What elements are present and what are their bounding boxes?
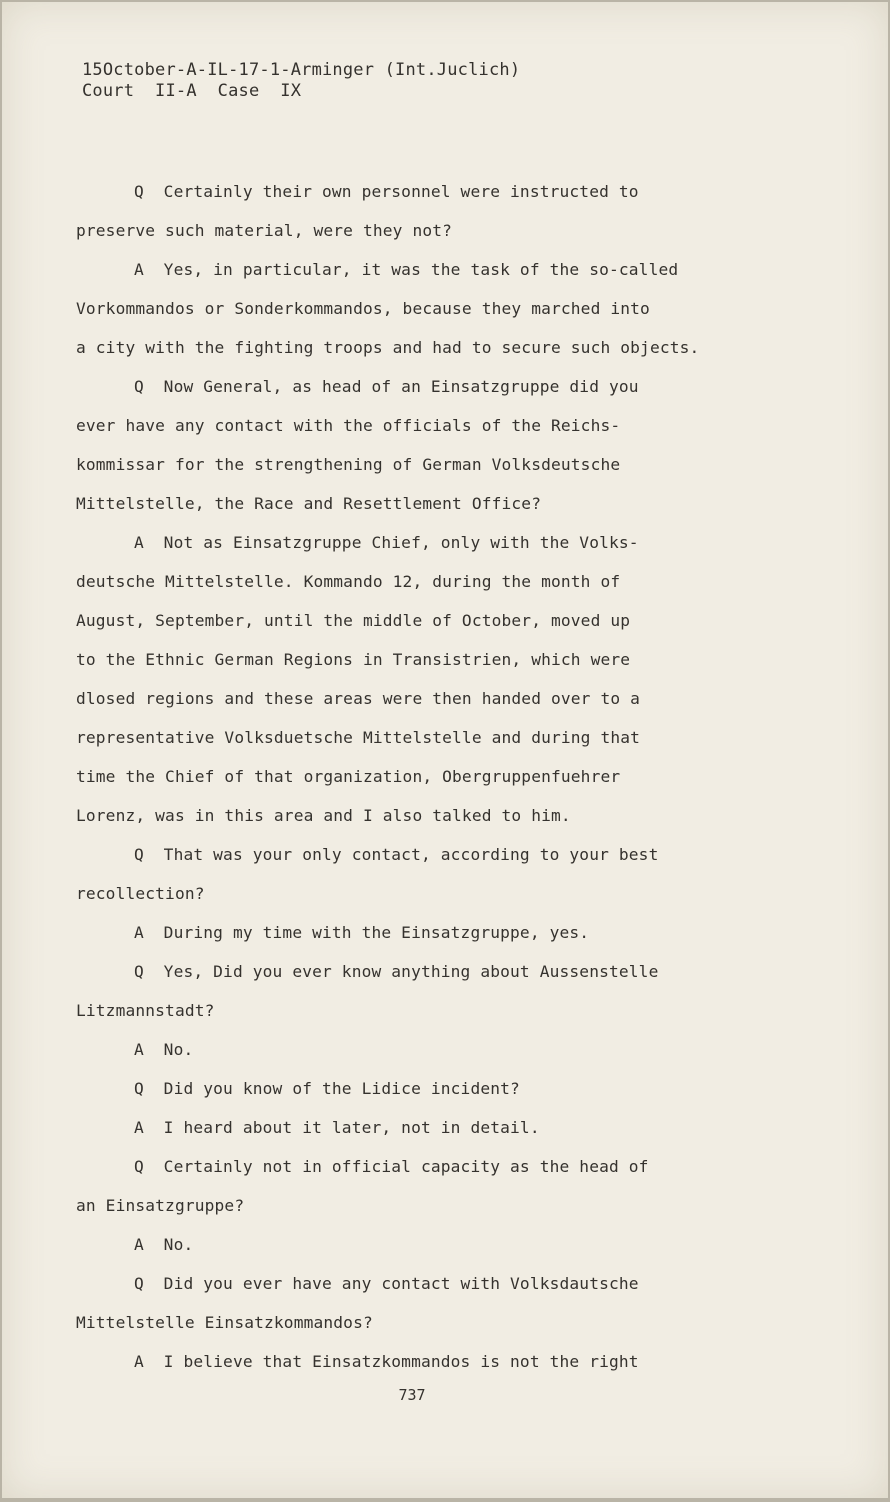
header-line-court-case: Court II-A Case IX [82, 81, 302, 101]
transcript-line: ever have any contact with the officials of the Reichs- [76, 416, 621, 435]
transcript-line: kommissar for the strengthening of German Volksdeutsche [76, 455, 621, 474]
transcript-line: Q Yes, Did you ever know anything about Aussenstelle [134, 962, 659, 981]
transcript-line: Litzmannstadt? [76, 1001, 215, 1020]
transcript-line: time the Chief of that organization, Obergruppenfuehrer [76, 767, 621, 786]
transcript-line: Mittelstelle Einsatzkommandos? [76, 1313, 373, 1332]
header-line-file-reference: 15October-A-IL-17-1-Arminger (Int.Juclich) [82, 60, 521, 80]
page-number: 737 [398, 1386, 426, 1404]
transcript-line: A I believe that Einsatzkommandos is not the right [134, 1352, 639, 1371]
transcript-line: Q That was your only contact, according to your best [134, 845, 659, 864]
document-header [82, 60, 520, 102]
transcript-line: to the Ethnic German Regions in Transistrien, which were [76, 650, 631, 669]
transcript-line: A No. [134, 1235, 194, 1254]
transcript-body [76, 172, 816, 1381]
transcript-line: Mittelstelle, the Race and Resettlement Office? [76, 494, 542, 513]
transcript-line: deutsche Mittelstelle. Kommando 12, during the month of [76, 572, 621, 591]
transcript-line: A During my time with the Einsatzgruppe, yes. [134, 923, 590, 942]
transcript-line: an Einsatzgruppe? [76, 1196, 245, 1215]
transcript-line: Q Did you ever have any contact with Volksdautsche [134, 1274, 639, 1293]
transcript-line: recollection? [76, 884, 205, 903]
transcript-line: Q Now General, as head of an Einsatzgruppe did you [134, 377, 639, 396]
document-page [2, 2, 888, 1498]
transcript-line: Vorkommandos or Sonderkommandos, because they marched into [76, 299, 650, 318]
transcript-line: representative Volksduetsche Mittelstelle and during that [76, 728, 641, 747]
transcript-line: a city with the fighting troops and had to secure such objects. [76, 338, 700, 357]
transcript-line: A Not as Einsatzgruppe Chief, only with the Volks- [134, 533, 639, 552]
transcript-line: Q Certainly their own personnel were instructed to [134, 182, 639, 201]
transcript-line: preserve such material, were they not? [76, 221, 453, 240]
transcript-line: Lorenz, was in this area and I also talked to him. [76, 806, 571, 825]
transcript-line: A Yes, in particular, it was the task of the so-called [134, 260, 679, 279]
transcript-line: Q Certainly not in official capacity as the head of [134, 1157, 649, 1176]
transcript-line: Q Did you know of the Lidice incident? [134, 1079, 520, 1098]
transcript-line: A I heard about it later, not in detail. [134, 1118, 540, 1137]
transcript-line: dlosed regions and these areas were then handed over to a [76, 689, 641, 708]
transcript-line: August, September, until the middle of October, moved up [76, 611, 631, 630]
transcript-line: A No. [134, 1040, 194, 1059]
